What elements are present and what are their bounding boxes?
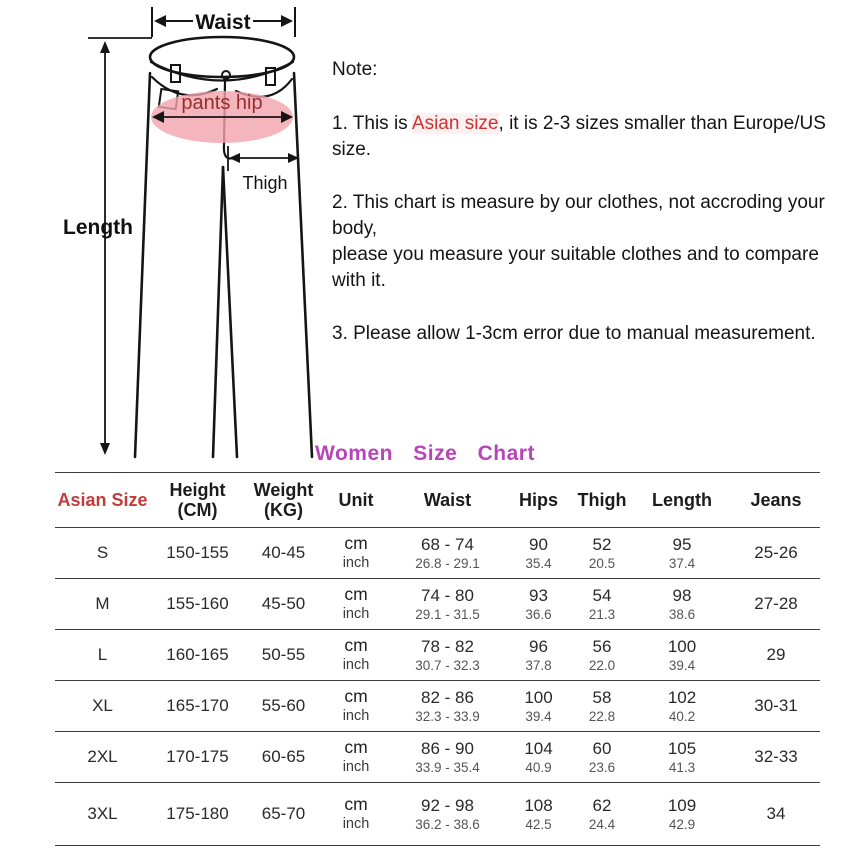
cell-M-unit: cm inch xyxy=(342,584,370,623)
cell-S-height: 150-155 xyxy=(166,543,229,562)
cell-L-thigh: 56 22.0 xyxy=(588,636,616,673)
cell-2XL-size: 2XL xyxy=(87,747,118,766)
header-size: Asian Size xyxy=(57,489,148,510)
waist-label: Waist xyxy=(195,11,251,34)
cell-M-hips: 93 36.6 xyxy=(525,585,552,622)
cell-S-waist: 68 - 74 26.8 - 29.1 xyxy=(415,534,480,571)
cell-L-height: 160-165 xyxy=(166,645,229,664)
leg-inner-right xyxy=(223,167,237,457)
header-thigh: Thigh xyxy=(577,489,627,510)
waist-arrow-right xyxy=(281,15,293,27)
size-table xyxy=(55,472,820,846)
table-row-S xyxy=(55,528,820,579)
cell-S-jeans: 25-26 xyxy=(754,543,798,562)
note-1-post: , it is 2-3 sizes smaller than Europe/US size. xyxy=(332,113,826,160)
cell-2XL-thigh: 60 23.6 xyxy=(588,738,616,775)
cell-3XL-thigh: 62 24.4 xyxy=(588,795,616,832)
cell-3XL-length: 109 42.9 xyxy=(667,795,697,832)
cell-S-thigh: 52 20.5 xyxy=(588,534,616,571)
cell-2XL-waist: 86 - 90 33.9 - 35.4 xyxy=(415,738,480,775)
cell-S-hips: 90 35.4 xyxy=(525,534,552,571)
cell-XL-jeans: 30-31 xyxy=(754,696,798,715)
note-1-highlight: Asian size xyxy=(411,113,499,134)
cell-L-waist: 78 - 82 30.7 - 32.3 xyxy=(415,636,480,673)
header-weight: Weight (KG) xyxy=(253,479,314,520)
cell-M-length: 98 38.6 xyxy=(668,585,696,622)
leg-outer-right xyxy=(294,73,312,457)
chart-title: Women Size Chart xyxy=(315,442,535,465)
cell-2XL-weight: 60-65 xyxy=(261,747,306,766)
cell-3XL-size: 3XL xyxy=(87,804,118,823)
thigh-arrow-left xyxy=(229,153,240,163)
cell-XL-weight: 55-60 xyxy=(261,696,306,715)
leg-inner-left xyxy=(213,167,223,457)
cell-2XL-jeans: 32-33 xyxy=(754,747,798,766)
cell-XL-height: 165-170 xyxy=(166,696,229,715)
header-height: Height (CM) xyxy=(169,479,226,520)
table-row-3XL xyxy=(55,783,820,846)
cell-2XL-hips: 104 40.9 xyxy=(524,738,553,775)
cell-XL-size: XL xyxy=(92,696,113,715)
cell-M-size: M xyxy=(95,594,110,613)
cell-3XL-weight: 65-70 xyxy=(261,804,306,823)
notes-block xyxy=(332,57,837,374)
cell-L-weight: 50-55 xyxy=(261,645,306,664)
header-waist: Waist xyxy=(423,489,472,510)
cell-2XL-length: 105 41.3 xyxy=(667,738,697,775)
note-2-line2: please you measure your suitable clothes and to compare with it. xyxy=(332,244,819,291)
note-2-line1: 2. This chart is measure by our clothes, not accroding your body, xyxy=(332,192,825,239)
notes-heading: Note: xyxy=(332,59,378,80)
table-row-M xyxy=(55,579,820,630)
cell-L-size: L xyxy=(97,645,108,664)
cell-S-length: 95 37.4 xyxy=(668,534,696,571)
note-1 xyxy=(332,111,837,163)
table-row-L xyxy=(55,630,820,681)
note-1-pre: 1. This is xyxy=(332,113,412,134)
cell-3XL-unit: cm inch xyxy=(342,794,370,833)
cell-M-thigh: 54 21.3 xyxy=(588,585,616,622)
header-jeans: Jeans xyxy=(750,489,802,510)
cell-L-unit: cm inch xyxy=(342,635,370,674)
cell-M-jeans: 27-28 xyxy=(754,594,798,613)
table-row-XL xyxy=(55,681,820,732)
header-length: Length xyxy=(652,489,712,510)
cell-XL-thigh: 58 22.8 xyxy=(588,687,616,724)
cell-M-waist: 74 - 80 29.1 - 31.5 xyxy=(415,585,480,622)
cell-XL-length: 102 40.2 xyxy=(667,687,697,724)
cell-2XL-height: 170-175 xyxy=(166,747,229,766)
pants-diagram xyxy=(55,5,345,465)
header-unit: Unit xyxy=(338,489,374,510)
length-arrow-up xyxy=(100,41,110,53)
thigh-measure xyxy=(228,146,299,193)
cell-L-hips: 96 37.8 xyxy=(525,636,552,673)
cell-L-length: 100 39.4 xyxy=(667,636,697,673)
cell-L-jeans: 29 xyxy=(766,645,786,664)
cell-XL-waist: 82 - 86 32.3 - 33.9 xyxy=(415,687,480,724)
cell-S-size: S xyxy=(96,543,109,562)
note-3: 3. Please allow 1-3cm error due to manual measurement. xyxy=(332,323,816,344)
waist-measure xyxy=(152,7,295,37)
cell-XL-hips: 100 39.4 xyxy=(524,687,553,724)
leg-outer-left xyxy=(135,73,150,457)
cell-3XL-waist: 92 - 98 36.2 - 38.6 xyxy=(415,795,480,832)
cell-3XL-jeans: 34 xyxy=(766,804,786,823)
thigh-label: Thigh xyxy=(242,173,288,193)
table-row-2XL xyxy=(55,732,820,783)
cell-2XL-unit: cm inch xyxy=(342,737,370,776)
table-header-row xyxy=(55,472,820,528)
cell-S-unit: cm inch xyxy=(342,533,370,572)
cell-3XL-height: 175-180 xyxy=(166,804,229,823)
cell-3XL-hips: 108 42.5 xyxy=(524,795,553,832)
cell-XL-unit: cm inch xyxy=(342,686,370,725)
cell-S-weight: 40-45 xyxy=(261,543,306,562)
length-label: Length xyxy=(63,216,133,239)
cell-M-height: 155-160 xyxy=(166,594,229,613)
waist-arrow-left xyxy=(154,15,166,27)
header-hips: Hips xyxy=(518,489,558,510)
cell-M-weight: 45-50 xyxy=(261,594,306,613)
hip-label: pants hip xyxy=(181,92,263,114)
